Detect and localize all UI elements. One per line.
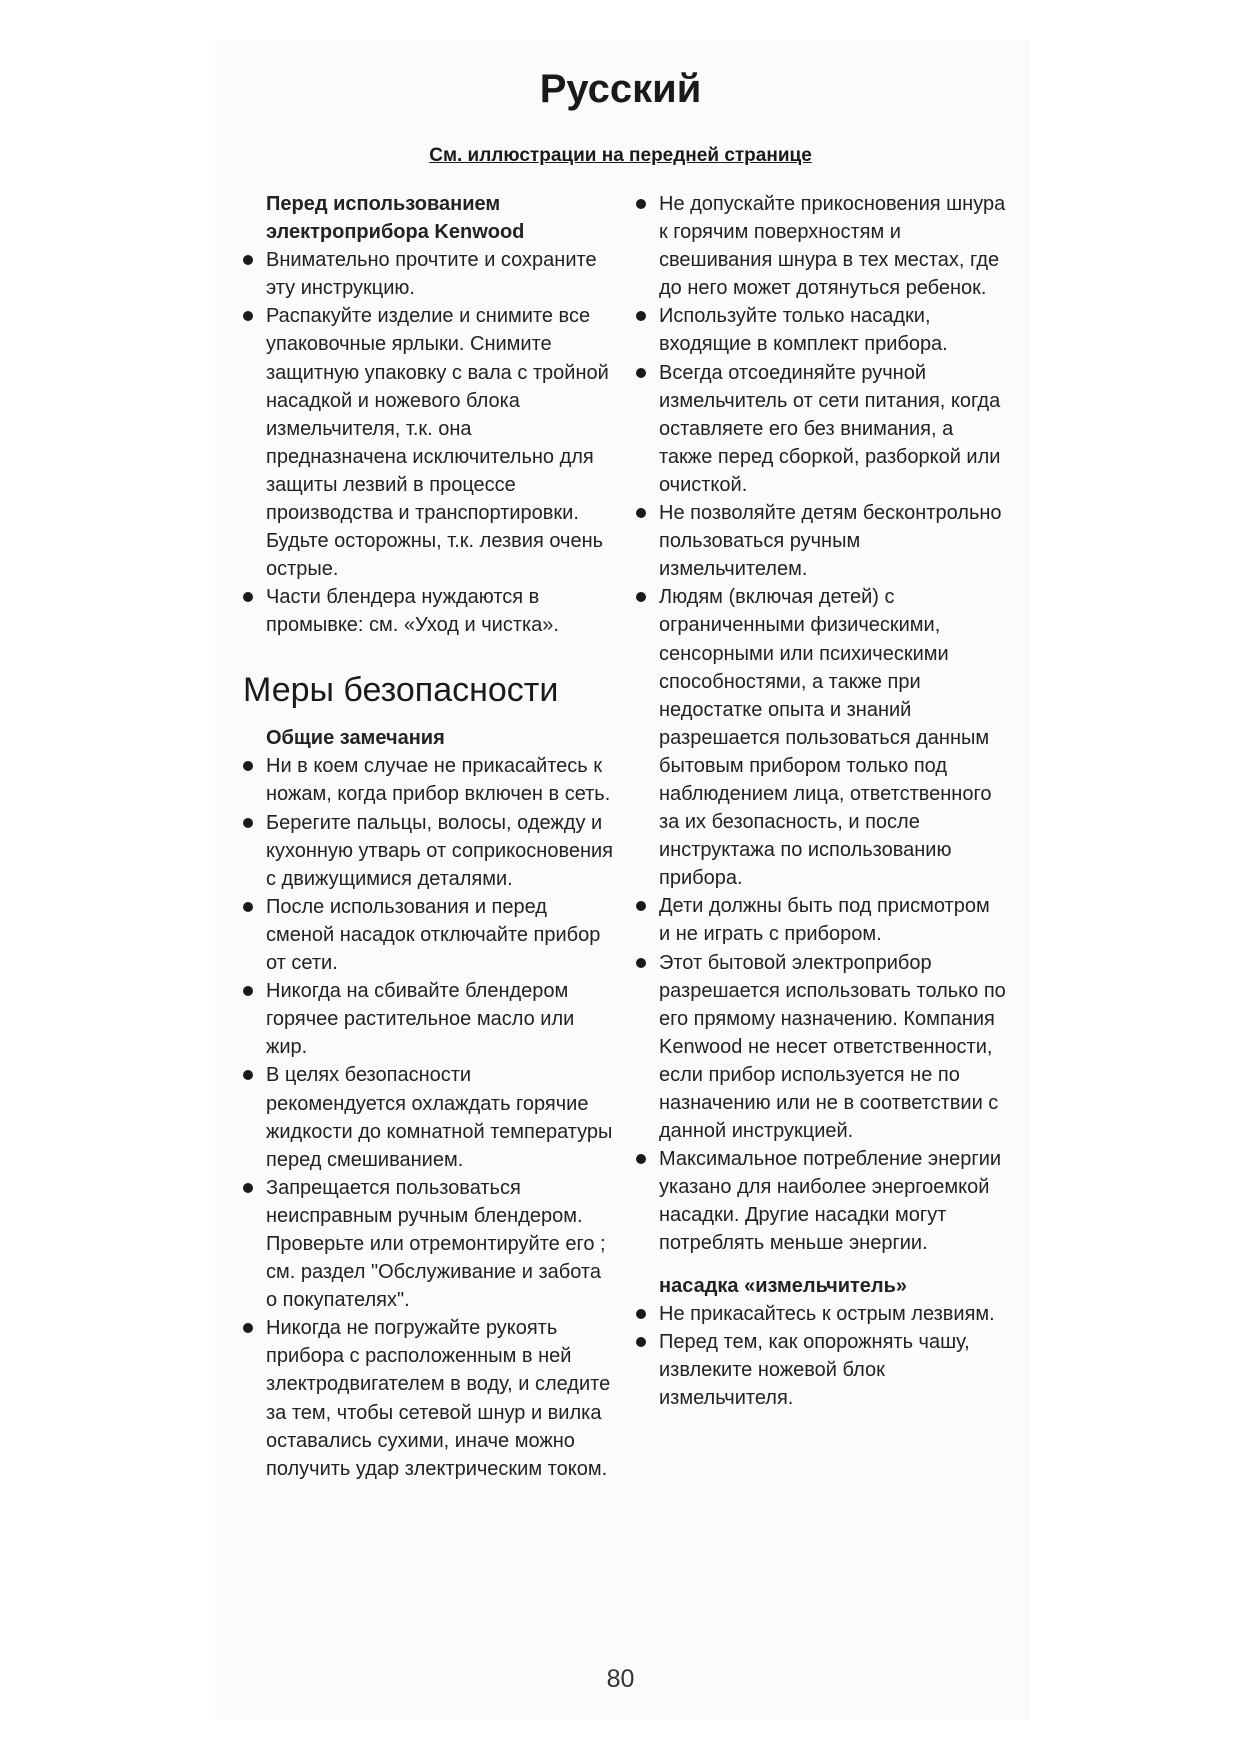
list-item: Не допускайте прикосновения шнура к горячим поверхностям и свешивания шнура в тех местах, где до него может дотянуться ребенок. [636,190,1006,302]
list-item: Берегите пальцы, волосы, одежду и кухонную утварь от соприкосновения с движущимися деталями. [243,809,613,893]
list-item: Никогда не погружайте рукоять прибора с расположенным в ней злектродвигателем в воду, и следите за тем, чтобы сетевой шнур и вилка оставались сухими, иначе можно получить удар злектрическим током. [243,1314,613,1483]
page-number: 80 [606,1665,635,1693]
list-item: Перед тем, как опорожнять чашу, извлеките ножевой блок измельчителя. [636,1328,1006,1412]
section-title: Меры безопасности [243,670,559,709]
intro-list [243,246,613,639]
list-item: Запрещается пользоваться неисправным ручным блендером. Проверьте или отремонтируйте его ; см. раздел "Обслуживание и забота о покупателях". [243,1174,613,1314]
list-item: Никогда на сбивайте блендером горячее растительное масло или жир. [243,977,613,1061]
left-column [243,190,613,1483]
list-item: После использования и перед сменой насадок отключайте прибор от сети. [243,893,613,977]
intro-heading: Перед использованием электроприбора Kenwood [266,193,525,244]
safety-list [636,190,1006,1258]
list-item: Дети должны быть под присмотром и не играть с прибором. [636,892,1006,948]
list-item: Не прикасайтесь к острым лезвиям. [636,1300,1006,1328]
page-subtitle: См. иллюстрации на передней странице [429,145,812,166]
chopper-list [636,1300,1006,1412]
list-item: Этот бытовой электроприбор разрешается использовать только по его прямому назначению. Компания Kenwood не несет ответственности, если прибор используется не по назначению или не в соответствии с данной инструкцией. [636,949,1006,1146]
page-title: Русский [539,67,702,111]
general-list [243,752,613,1482]
list-item: Максимальное потребление энергии указано для наиболее энергоемкой насадки. Другие насадки могут потреблять меньше энергии. [636,1145,1006,1257]
chopper-heading: насадка «измельчитель» [659,1274,908,1297]
list-item: Людям (включая детей) с ограниченными физическими, сенсорными или психическими способностями, а также при недостатке опыта и знаний разрешается пользоваться данным бытовым прибором только под наблюдением лица, ответственного за их безопасность, и после инструктажа по использованию прибора. [636,583,1006,892]
right-column [636,190,1006,1412]
list-item: Распакуйте изделие и снимите все упаковочные ярлыки. Снимите защитную упаковку с вала с тройной насадкой и ножевого блока измельчителя, т.к. она предназначена исключительно для защиты лезвий в процессе производства и транспортировки. Будьте осторожны, т.к. лезвия очень острые. [243,302,613,583]
list-item: Ни в коем случае не прикасайтесь к ножам, когда прибор включен в сеть. [243,752,613,808]
list-item: Используйте только насадки, входящие в комплект прибора. [636,302,1006,358]
list-item: Внимательно прочтите и сохраните эту инструкцию. [243,246,613,302]
list-item: В целях безопасности рекомендуется охлаждать горячие жидкости до комнатной температуры перед смешиванием. [243,1061,613,1173]
general-heading: Общие замечания [266,727,445,750]
list-item: Не позволяйте детям бесконтрольно пользоваться ручным измельчителем. [636,499,1006,583]
list-item: Части блендера нуждаются в промывке: см. «Уход и чистка». [243,583,613,639]
list-item: Всегда отсоединяйте ручной измельчитель от сети питания, когда оставляете его без внимания, а также перед сборкой, разборкой или очисткой. [636,359,1006,499]
